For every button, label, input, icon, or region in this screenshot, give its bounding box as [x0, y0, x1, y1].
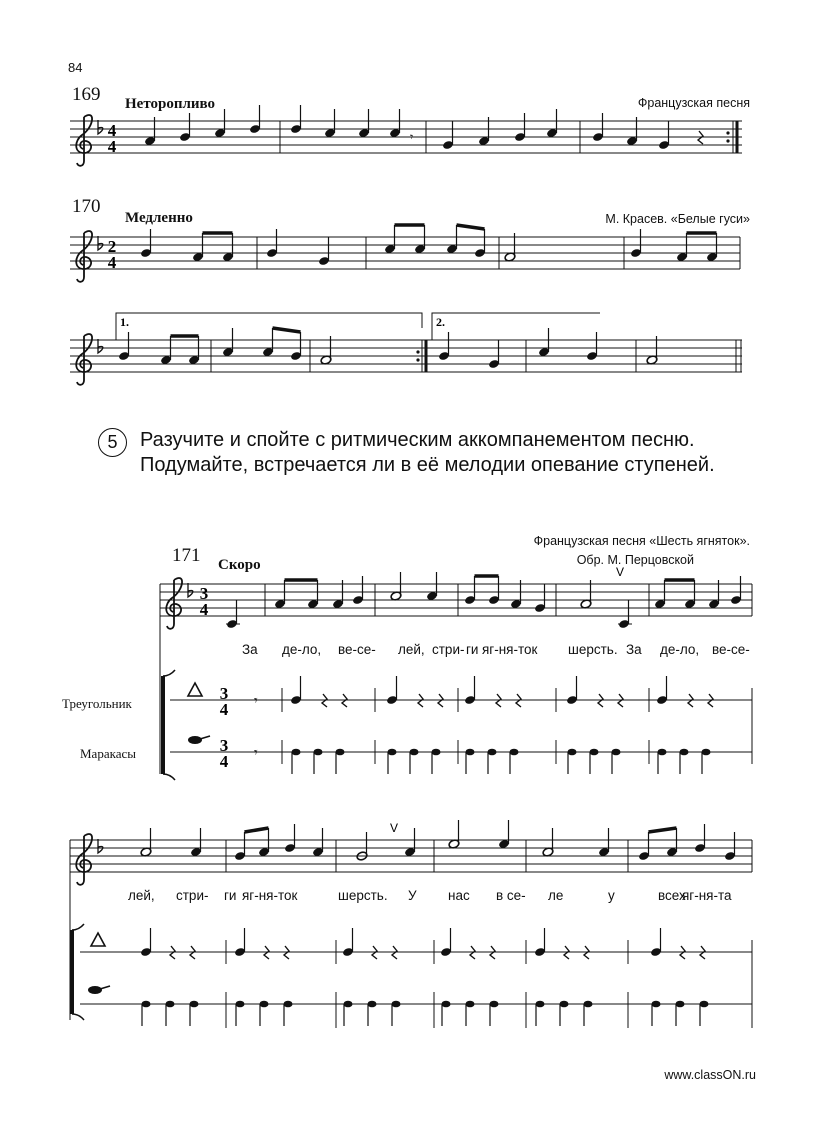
maracas-icon [188, 736, 202, 744]
lyric-syllable: всех [658, 888, 686, 903]
lyric-syllable: За [626, 642, 642, 657]
lyric-syllable: ги [466, 642, 479, 657]
maracas-note [584, 1001, 593, 1008]
maracas-note [142, 1001, 151, 1008]
lyric-syllable: яг-ня-ток [482, 642, 538, 657]
song-source-170: М. Красев. «Белые гуси» [605, 212, 750, 226]
note-beam [245, 828, 269, 832]
maracas-note [190, 1001, 199, 1008]
song-number-169: 169 [72, 84, 101, 105]
lyric-syllable: яг-ня-та [682, 888, 732, 903]
maracas-note [680, 749, 689, 756]
breath-mark: V [616, 565, 625, 579]
volta-2-label: 2. [436, 315, 445, 329]
maracas-handle [200, 736, 210, 739]
lyric-syllable: у [608, 888, 615, 903]
maracas-note [260, 1001, 269, 1008]
tempo-marking-171: Скоро [218, 557, 261, 573]
maracas-note [560, 1001, 569, 1008]
maracas-note [166, 1001, 175, 1008]
maracas-note [442, 1001, 451, 1008]
time-signature-triangle-numerator: 3 [219, 684, 229, 703]
bracket-top [163, 670, 175, 676]
breath-mark: V [390, 821, 399, 835]
task-text: Разучите и спойте с ритмическим аккомпанементом песню. Подумайте, встречается ли в её мелодии опевание ступеней. [140, 429, 715, 476]
key-flat [98, 236, 103, 250]
treble-clef [76, 231, 92, 282]
lyric-syllable: лей, [398, 642, 425, 657]
maracas-note [314, 749, 323, 756]
lyric-syllable: стри- [176, 888, 209, 903]
maracas-note [676, 1001, 685, 1008]
lyric-syllable: в се- [496, 888, 526, 903]
maracas-note [702, 749, 711, 756]
bracket-bottom [72, 1014, 84, 1020]
eighth-rest: 𝄾 [254, 745, 258, 761]
triangle-icon [91, 933, 105, 946]
lyric-syllable: ве-се- [712, 642, 750, 657]
notes [118, 105, 742, 1026]
lyric-syllable: стри- [432, 642, 465, 657]
repeat-dot [416, 358, 419, 361]
maracas-note [392, 1001, 401, 1008]
maracas-note [368, 1001, 377, 1008]
lyric-syllable: ве-се- [338, 642, 376, 657]
lyric-syllable: У [408, 888, 417, 903]
time-signature-maracas-denominator: 4 [219, 752, 229, 771]
instrument-triangle: Треугольник [62, 696, 132, 711]
time-signature-169-denominator: 4 [107, 137, 117, 156]
time-signature-triangle-denominator: 4 [219, 700, 229, 719]
maracas-note [284, 1001, 293, 1008]
maracas-note [652, 1001, 661, 1008]
eighth-rest: 𝄾 [410, 130, 414, 144]
volta-1-label: 1. [120, 315, 129, 329]
key-flat [188, 583, 193, 597]
time-signature-170-numerator: 2 [107, 237, 117, 256]
maracas-note [700, 1001, 709, 1008]
lyric-syllable: ги [224, 888, 237, 903]
song-number-170: 170 [72, 196, 101, 217]
time-signature-maracas-numerator: 3 [219, 736, 229, 755]
maracas-note [658, 749, 667, 756]
bracket-top [72, 924, 84, 930]
song-source-171-line1: Французская песня «Шесть ягняток». [533, 534, 750, 548]
lyric-syllable: яг-ня-ток [242, 888, 298, 903]
treble-clef [76, 334, 92, 385]
tempo-marking-170: Медленно [125, 210, 193, 226]
bracket-bottom [163, 774, 175, 780]
maracas-note [612, 749, 621, 756]
time-signature-171-numerator: 3 [199, 584, 209, 603]
maracas-note [488, 749, 497, 756]
tempo-marking-169: Неторопливо [125, 96, 216, 112]
volta-2-bracket [432, 313, 600, 340]
page-number: 84 [68, 60, 83, 75]
maracas-icon [88, 986, 102, 994]
key-flat [98, 339, 103, 353]
maracas-note [388, 749, 397, 756]
lyric-syllable: де-ло, [282, 642, 322, 657]
maracas-note [536, 1001, 545, 1008]
maracas-note [466, 749, 475, 756]
time-signature-170-denominator: 4 [107, 253, 117, 272]
lyric-syllable: де-ло, [660, 642, 700, 657]
time-signature-171-denominator: 4 [199, 600, 209, 619]
lyric-syllable: лей, [128, 888, 155, 903]
note-beam [457, 225, 485, 229]
maracas-note [590, 749, 599, 756]
glyphs [76, 115, 729, 994]
song-source-169: Французская песня [637, 96, 750, 110]
maracas-note [568, 749, 577, 756]
footer-url: www.classON.ru [664, 1068, 756, 1082]
triangle-icon [188, 683, 202, 696]
treble-clef [76, 834, 92, 885]
key-flat [98, 120, 103, 134]
treble-clef [76, 115, 92, 166]
instrument-maracas: Маракасы [80, 746, 136, 761]
repeat-dot [726, 131, 729, 134]
note-beam [273, 328, 301, 332]
eighth-rest: 𝄾 [254, 693, 258, 709]
maracas-note [236, 1001, 245, 1008]
key-flat [98, 839, 103, 853]
song-source-171-line2: Обр. М. Перцовской [576, 553, 694, 567]
lyric-syllable: ле [548, 888, 564, 903]
note-beam [649, 828, 677, 832]
lyric-syllable: нас [448, 888, 470, 903]
maracas-note [344, 1001, 353, 1008]
maracas-handle [100, 986, 110, 989]
time-signature-169-numerator: 4 [107, 121, 117, 140]
maracas-note [410, 749, 419, 756]
task-number: 5 [98, 428, 127, 457]
repeat-dot [726, 139, 729, 142]
repeat-dot [416, 350, 419, 353]
maracas-note [336, 749, 345, 756]
maracas-note [432, 749, 441, 756]
song-number-171: 171 [172, 545, 201, 566]
maracas-note [510, 749, 519, 756]
lyric-syllable: шерсть. [568, 642, 618, 657]
treble-clef [166, 578, 182, 629]
lyric-syllable: шерсть. [338, 888, 388, 903]
maracas-note [490, 1001, 499, 1008]
maracas-note [292, 749, 301, 756]
maracas-note [466, 1001, 475, 1008]
volta-1-bracket [116, 313, 422, 340]
lyric-syllable: За [242, 642, 258, 657]
